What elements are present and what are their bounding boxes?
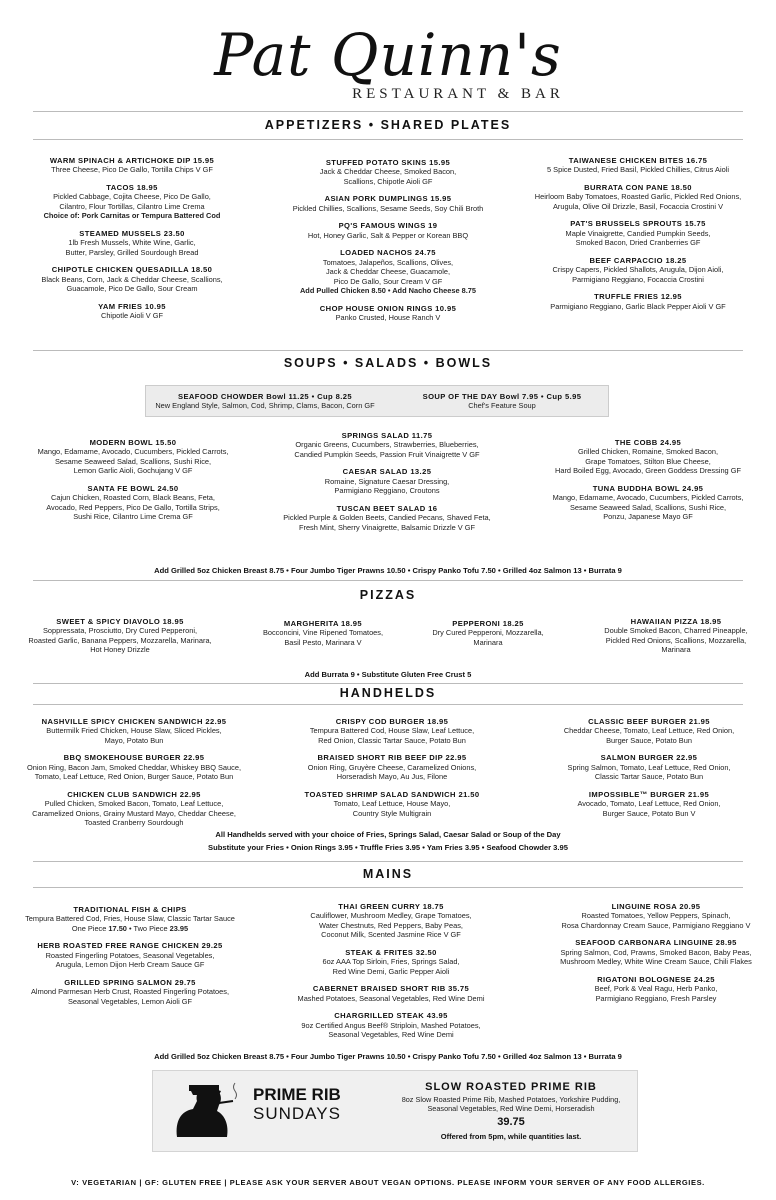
- item-desc: Seasonal Vegetables, Lemon Aioli GF: [67, 996, 193, 1006]
- menu-item: [270, 221, 506, 240]
- item-name: SALMON BURGER 22.95: [600, 753, 698, 763]
- item-desc: Roasted Garlic, Banana Peppers, Mozzarella, Marinara,: [28, 635, 212, 645]
- item-desc: Lemon Garlic Aioli, Gochujang V GF: [73, 466, 193, 476]
- item-desc: Tomatoes, Jalapeños, Scallions, Olives,: [322, 257, 454, 267]
- item-desc: Almond Parmesan Herb Crust, Roasted Fingerling Potatoes,: [31, 987, 229, 997]
- item-desc: Red Wine Demi, Garlic Pepper Aioli: [332, 966, 450, 976]
- item-name: STUFFED POTATO SKINS 15.95: [325, 158, 451, 167]
- item-desc: Ponzu, Japanese Mayo GF: [603, 512, 693, 522]
- item-name: CHARGRILLED STEAK 43.95: [334, 1011, 448, 1021]
- item-name: SPRINGS SALAD 11.75: [341, 431, 433, 440]
- item-name: TRUFFLE FRIES 12.95: [594, 292, 682, 302]
- logo-script: Pat Quinn's: [214, 21, 562, 89]
- item-name: THAI GREEN CURRY 18.75: [338, 902, 444, 911]
- item-name: PQ'S FAMOUS WINGS 19: [338, 221, 438, 231]
- prime-title-2: SUNDAYS: [253, 1104, 341, 1123]
- menu-item: [270, 304, 506, 323]
- item-desc: Roasted Tomatoes, Yellow Peppers, Spinach,: [581, 911, 731, 921]
- menu-item: [578, 617, 774, 655]
- salads-col-2: [262, 431, 512, 540]
- item-desc: Roasted Fingerling Potatoes, Seasonal Vegetables,: [45, 950, 215, 960]
- menu-item: [10, 941, 250, 969]
- item-desc: Arugula, Olive Oil Drizzle, Basil, Focaccia Crostini V: [552, 201, 724, 211]
- pizza-addons: Add Burrata 9 • Substitute Gluten Free Crust 5: [304, 670, 472, 679]
- item-desc: Mango, Edamame, Avocado, Cucumbers, Pickled Carrots,: [552, 493, 744, 503]
- pizza-col-3: [412, 619, 564, 655]
- prime-desc-line: Seasonal Vegetables, Red Wine Demi, Horseradish: [427, 1104, 595, 1114]
- smoking-man-icon: [167, 1081, 245, 1141]
- item-desc: Parmigiano Reggiano, Croutons: [334, 486, 440, 496]
- item-desc: Buttermilk Fried Chicken, House Slaw, Sliced Pickles,: [46, 726, 222, 736]
- menu-item: [262, 504, 512, 532]
- item-extra-part: One Piece: [71, 923, 109, 933]
- item-name: TRADITIONAL FISH & CHIPS: [73, 905, 187, 914]
- item-desc: Chipotle Aioli V GF: [100, 311, 164, 321]
- item-desc: Jack & Cheddar Cheese, Guacamole,: [325, 267, 451, 277]
- item-name: BBQ SMOKEHOUSE BURGER 22.95: [63, 753, 205, 763]
- section-title-appetizers: APPETIZERS • SHARED PLATES: [264, 118, 512, 132]
- menu-item: [272, 902, 510, 940]
- prime-desc-line: 8oz Slow Roasted Prime Rib, Mashed Potatoes, Yorkshire Pudding,: [401, 1095, 621, 1104]
- item-name: LOADED NACHOS 24.75: [340, 248, 436, 258]
- menu-item: [536, 753, 762, 781]
- salad-addons: Add Grilled 5oz Chicken Breast 8.75 • Four Jumbo Tiger Prawns 10.50 • Crispy Panko Tofu 7.50 • Grilled 4oz Salmon 13 • Burrata 9: [154, 566, 622, 575]
- menu-item: [520, 156, 756, 175]
- item-name: TUNA BUDDHA BOWL 24.95: [592, 483, 704, 493]
- menu-item: [530, 484, 766, 522]
- item-desc: Scallions, Chipotle Aioli GF: [343, 176, 433, 186]
- item-desc: Pickled Chillies, Scallions, Sesame Seeds, Soy Chili Broth: [292, 203, 484, 213]
- item-desc: Mushroom Medley, White Wine Cream Sauce, Chili Flakes: [560, 957, 752, 967]
- item-name: HERB ROASTED FREE RANGE CHICKEN 29.25: [37, 941, 223, 951]
- item-desc: Arugula, Lemon Dijon Herb Cream Sauce GF: [55, 960, 205, 970]
- handhelds-col-2: [276, 717, 508, 826]
- item-desc: 1lb Fresh Mussels, White Wine, Garlic,: [68, 238, 196, 248]
- menu-item: [272, 948, 510, 976]
- item-name: ASIAN PORK DUMPLINGS 15.95: [324, 194, 452, 204]
- menu-item: [536, 975, 776, 1003]
- item-desc: Organic Greens, Cucumbers, Strawberries, Blueberries,: [295, 440, 479, 450]
- item-desc: Hot, Honey Garlic, Salt & Pepper or Korean BBQ: [307, 230, 469, 240]
- item-extra: Add Pulled Chicken 8.50 • Add Nacho Cheese 8.75: [299, 286, 477, 296]
- menu-item: [530, 438, 766, 476]
- menu-item: [10, 978, 250, 1006]
- divider: [33, 887, 743, 888]
- menu-item: [22, 183, 242, 221]
- item-name: CLASSIC BEEF BURGER 21.95: [588, 717, 710, 726]
- soup-feature-box: [145, 385, 609, 417]
- item-desc: Parmigiano Reggiano, Focaccia Crostini: [572, 274, 704, 284]
- item-desc: Parmigiano Reggiano, Garlic Black Pepper Aioli V GF: [550, 301, 726, 311]
- item-desc: Tempura Battered Cod, House Slaw, Leaf Lettuce,: [309, 726, 475, 736]
- menu-item: [20, 438, 246, 476]
- item-name: BURRATA CON PANE 18.50: [584, 182, 692, 192]
- item-desc: Spring Salmon, Cod, Prawns, Smoked Bacon, Baby Peas,: [560, 947, 752, 957]
- item-desc: Onion Ring, Bacon Jam, Smoked Cheddar, Whiskey BBQ Sauce,: [26, 762, 242, 772]
- soup-of-the-day: [396, 392, 608, 411]
- menu-item: [270, 158, 506, 186]
- item-name: CHIPOTLE CHICKEN QUESADILLA 18.50: [51, 265, 213, 275]
- item-desc: Fresh Mint, Sherry Vinaigrette, Balsamic Drizzle V GF: [298, 522, 476, 532]
- menu-item: [536, 938, 776, 966]
- item-desc: Horseradish Mayo, Au Jus, Filone: [336, 772, 448, 782]
- salads-col-3: [530, 438, 766, 530]
- item-desc: Marinara: [473, 637, 503, 647]
- item-name: SANTA FE BOWL 24.50: [87, 483, 179, 493]
- menu-item: [270, 248, 506, 295]
- menu-item: [10, 617, 230, 655]
- item-extra: [10, 924, 250, 933]
- prime-rib-feature: [152, 1070, 638, 1152]
- item-desc: Seasonal Vegetables, Red Wine Demi: [328, 1030, 454, 1040]
- menu-item: [22, 302, 242, 321]
- item-desc: Bocconcini, Vine Ripened Tomatoes,: [262, 628, 384, 638]
- item-desc: Dry Cured Pepperoni, Mozzarella,: [432, 628, 544, 638]
- divider: [33, 580, 743, 581]
- item-name: PEPPERONI 18.25: [452, 619, 524, 628]
- seafood-chowder: [146, 392, 384, 411]
- item-name: BEEF CARPACCIO 18.25: [589, 255, 687, 265]
- mains-col-3: [536, 902, 776, 1011]
- item-name: THE COBB 24.95: [614, 438, 682, 447]
- item-extra: Choice of: Pork Carnitas or Tempura Battered Cod: [43, 211, 221, 221]
- item-desc: Pickled Purple & Golden Beets, Candied Pecans, Shaved Feta,: [283, 513, 491, 523]
- item-extra-part: • Two Piece: [126, 923, 170, 933]
- menu-item: [520, 219, 756, 247]
- menu-item: [412, 619, 564, 647]
- item-desc: 5 Spice Dusted, Fried Basil, Pickled Chillies, Citrus Aioli: [547, 165, 729, 175]
- menu-item: [22, 229, 242, 257]
- item-desc: Avocado, Tomato, Leaf Lettuce, Red Onion,: [577, 799, 721, 809]
- divider: [33, 350, 743, 351]
- mains-addons: Add Grilled 5oz Chicken Breast 8.75 • Four Jumbo Tiger Prawns 10.50 • Crispy Panko Tofu 7.50 • Grilled 4oz Salmon 13 • Burrata 9: [154, 1052, 622, 1061]
- item-desc: Parmigiano Reggiano, Fresh Parsley: [595, 993, 717, 1003]
- item-desc: Spring Salmon, Tomato, Leaf Lettuce, Red Onion,: [567, 762, 731, 772]
- item-name: RIGATONI BOLOGNESE 24.25: [597, 974, 715, 984]
- handheld-note-1: All Handhelds served with your choice of Fries, Springs Salad, Caesar Salad or Soup of the Day: [215, 830, 561, 839]
- item-desc: Jack & Cheddar Cheese, Smoked Bacon,: [319, 167, 457, 177]
- prime-offer: Offered from 5pm, while quantities last.: [440, 1132, 582, 1142]
- item-desc: Mayo, Potato Bun: [104, 735, 164, 745]
- item-desc: 9oz Certified Angus Beef® Striploin, Mashed Potatoes,: [301, 1020, 481, 1030]
- item-name: TOASTED SHRIMP SALAD SANDWICH 21.50: [304, 789, 480, 799]
- menu-item: [272, 984, 510, 1003]
- restaurant-logo: [0, 21, 776, 103]
- section-title-handhelds: HANDHELDS: [339, 686, 437, 700]
- item-name: CAESAR SALAD 13.25: [342, 467, 432, 477]
- divider: [33, 111, 743, 112]
- appetizers-col-2: [270, 158, 506, 331]
- divider: [33, 704, 743, 705]
- item-name: PAT'S BRUSSELS SPROUTS 15.75: [570, 219, 706, 229]
- item-desc: Pulled Chicken, Smoked Bacon, Tomato, Leaf Lettuce,: [44, 799, 224, 809]
- menu-item: [520, 256, 756, 284]
- item-desc: Sushi Rice, Cilantro Lime Crema GF: [73, 512, 193, 522]
- item-name: SWEET & SPICY DIAVOLO 18.95: [56, 617, 184, 626]
- prime-right-title: SLOW ROASTED PRIME RIB: [425, 1081, 597, 1093]
- pizza-col-4: [578, 617, 774, 663]
- item-desc: Cilantro, Flour Tortillas, Cilantro Lime Crema: [59, 201, 205, 211]
- item-name: STEAMED MUSSELS 23.50: [79, 228, 185, 238]
- item-desc: Basil Pesto, Marinara V: [284, 637, 362, 647]
- item-desc: Mango, Edamame, Avocado, Cucumbers, Pickled Carrots,: [37, 447, 229, 457]
- item-extra-part: 23.95: [169, 923, 189, 933]
- item-desc: Cauliflower, Mushroom Medley, Grape Tomatoes,: [310, 911, 472, 921]
- item-name: NASHVILLE SPICY CHICKEN SANDWICH 22.95: [41, 717, 227, 726]
- menu-item: [22, 265, 242, 293]
- item-name: CHICKEN CLUB SANDWICH 22.95: [67, 789, 201, 799]
- menu-item: [248, 619, 398, 647]
- item-desc: Red Onion, Classic Tartar Sauce, Potato Bun: [318, 735, 466, 745]
- prime-title-1: PRIME RIB: [253, 1085, 341, 1104]
- item-name: CRISPY COD BURGER 18.95: [335, 717, 449, 726]
- item-desc: Hard Boiled Egg, Avocado, Green Goddess Dressing GF: [555, 466, 741, 476]
- item-desc: Three Cheese, Pico De Gallo, Tortilla Chips V GF: [51, 165, 213, 175]
- item-name: HAWAIIAN PIZZA 18.95: [630, 617, 722, 626]
- divider: [33, 683, 743, 684]
- menu-item: [536, 717, 762, 745]
- handheld-note-2: Substitute your Fries • Onion Rings 3.95 • Truffle Fries 3.95 • Yam Fries 3.95 • Seafood Chowder 3.95: [208, 843, 568, 852]
- section-title-mains: MAINS: [362, 867, 414, 881]
- menu-item: [272, 1011, 510, 1039]
- item-name: TAIWANESE CHICKEN BITES 16.75: [568, 156, 708, 165]
- item-desc: Toasted Cranberry Sourdough: [84, 818, 184, 828]
- item-desc: Water Chestnuts, Red Peppers, Baby Peas,: [319, 920, 463, 930]
- item-desc: Grilled Chicken, Romaine, Smoked Bacon,: [577, 447, 719, 457]
- menu-item: [14, 790, 254, 828]
- item-name: WARM SPINACH & ARTICHOKE DIP 15.95: [49, 156, 215, 165]
- item-name: SOUP OF THE DAY Bowl 7.95 • Cup 5.95: [422, 392, 582, 401]
- pizza-col-1: [10, 617, 230, 663]
- item-desc: Rosa Chardonnay Cream Sauce, Parmigiano Reggiano V: [561, 920, 751, 930]
- menu-item: [10, 905, 250, 933]
- section-title-pizzas: PIZZAS: [359, 588, 417, 602]
- item-desc: Heirloom Baby Tomatoes, Roasted Garlic, Pickled Red Onions,: [534, 192, 742, 202]
- item-desc: Chef's Feature Soup: [468, 401, 536, 411]
- item-desc: Butter, Parsley, Grilled Sourdough Bread: [65, 247, 199, 257]
- item-desc: Cajun Chicken, Roasted Corn, Black Beans, Feta,: [51, 493, 215, 503]
- item-desc: Burger Sauce, Potato Bun: [606, 735, 692, 745]
- item-name: SEAFOOD CARBONARA LINGUINE 28.95: [575, 938, 737, 948]
- item-extra-part: 17.50: [108, 923, 127, 933]
- mains-col-2: [272, 902, 510, 1048]
- menu-item: [14, 717, 254, 745]
- menu-item: [270, 194, 506, 213]
- item-name: MARGHERITA 18.95: [283, 619, 363, 628]
- divider: [33, 139, 743, 140]
- item-desc: Soppressata, Prosciutto, Dry Cured Pepperoni,: [42, 626, 198, 636]
- item-name: CABERNET BRAISED SHORT RIB 35.75: [312, 984, 470, 994]
- appetizers-col-3: [520, 156, 756, 319]
- item-desc: Pico De Gallo, Sour Cream V GF: [333, 276, 443, 286]
- salads-col-1: [20, 438, 246, 530]
- item-name: BRAISED SHORT RIB BEEF DIP 22.95: [317, 753, 467, 763]
- logo-subtitle: RESTAURANT & BAR: [352, 86, 564, 102]
- menu-item: [276, 753, 508, 781]
- menu-item: [276, 790, 508, 818]
- item-name: LINGUINE ROSA 20.95: [611, 902, 701, 911]
- item-desc: Hot Honey Drizzle: [90, 645, 150, 655]
- item-desc: Pickled Cabbage, Cojita Cheese, Pico De Gallo,: [53, 192, 211, 202]
- item-name: IMPOSSIBLE™ BURGER 21.95: [588, 789, 710, 799]
- item-name: CHOP HOUSE ONION RINGS 10.95: [319, 303, 457, 313]
- menu-item: [276, 717, 508, 745]
- handhelds-col-1: [14, 717, 254, 836]
- item-desc: Sesame Seaweed Salad, Scallions, Sushi Rice,: [54, 456, 212, 466]
- prime-price: 39.75: [497, 1116, 525, 1129]
- item-desc: Caramelized Onions, Grainy Mustard Mayo, Cheddar Cheese,: [32, 808, 236, 818]
- item-desc: Romaine, Signature Caesar Dressing,: [324, 476, 450, 486]
- item-desc: Pickled Red Onions, Scallions, Mozzarella,: [605, 635, 747, 645]
- item-desc: Black Beans, Corn, Jack & Cheddar Cheese, Scallions,: [41, 274, 223, 284]
- item-desc: 6oz AAA Top Sirloin, Fries, Springs Salad,: [322, 957, 460, 967]
- item-desc: Sesame Seaweed Salad, Scallions, Sushi Rice,: [569, 502, 727, 512]
- item-desc: Cheddar Cheese, Tomato, Leaf Lettuce, Red Onion,: [563, 726, 735, 736]
- menu-item: [262, 467, 512, 495]
- item-desc: Avocado, Red Peppers, Pico De Gallo, Tortilla Strips,: [46, 502, 220, 512]
- menu-item: [14, 753, 254, 781]
- item-name: STEAK & FRITES 32.50: [345, 947, 437, 957]
- item-desc: Onion Ring, Gruyère Cheese, Caramelized Onions,: [307, 762, 477, 772]
- item-desc: Country Style Multigrain: [352, 808, 432, 818]
- item-desc: Crispy Capers, Pickled Shallots, Arugula, Dijon Aioli,: [552, 265, 724, 275]
- mains-col-1: [10, 905, 250, 1014]
- menu-item: [520, 183, 756, 211]
- divider: [33, 861, 743, 862]
- item-name: MODERN BOWL 15.50: [89, 438, 177, 447]
- item-desc: Marinara: [661, 645, 691, 655]
- menu-item: [262, 431, 512, 459]
- item-desc: Coconut Milk, Scented Jasmine Rice V GF: [321, 930, 461, 940]
- item-desc: Burger Sauce, Potato Bun V: [602, 808, 696, 818]
- item-name: SEAFOOD CHOWDER Bowl 11.25 • Cup 8.25: [177, 392, 352, 401]
- footer-legend: V: VEGETARIAN | GF: GLUTEN FREE | PLEASE ASK YOUR SERVER ABOUT VEGAN OPTIONS. PLEASE INFORM YOUR SERVER OF ANY FOOD ALLERGIES.: [71, 1178, 705, 1187]
- item-desc: Guacamole, Pico De Gallo, Sour Cream: [66, 284, 198, 294]
- item-desc: Tomato, Leaf Lettuce, House Mayo,: [333, 799, 451, 809]
- item-desc: Tempura Battered Cod, Fries, House Slaw, Classic Tartar Sauce: [25, 914, 235, 924]
- item-desc: Panko Crusted, House Ranch V: [335, 313, 441, 323]
- item-name: YAM FRIES 10.95: [98, 301, 166, 311]
- pizza-col-2: [248, 619, 398, 655]
- menu-item: [20, 484, 246, 522]
- item-desc: Double Smoked Bacon, Charred Pineapple,: [604, 626, 748, 636]
- item-desc: Candied Pumpkin Seeds, Passion Fruit Vinaigrette V GF: [294, 449, 480, 459]
- item-desc: Mashed Potatoes, Seasonal Vegetables, Red Wine Demi: [297, 993, 485, 1003]
- appetizers-col-1: [22, 156, 242, 329]
- item-name: TACOS 18.95: [106, 182, 158, 192]
- item-desc: Tomato, Leaf Lettuce, Red Onion, Burger Sauce, Potato Bun: [34, 772, 234, 782]
- menu-item: [536, 902, 776, 930]
- item-name: TUSCAN BEET SALAD 16: [336, 503, 438, 513]
- menu-item: [520, 292, 756, 311]
- section-title-soups: SOUPS • SALADS • BOWLS: [283, 356, 493, 370]
- item-desc: Beef, Pork & Veal Ragu, Herb Panko,: [594, 984, 718, 994]
- handhelds-col-3: [536, 717, 762, 826]
- menu-item: [22, 156, 242, 175]
- item-desc: Maple Vinaigrette, Candied Pumpkin Seeds,: [565, 228, 711, 238]
- item-desc: Classic Tartar Sauce, Potato Bun: [594, 772, 704, 782]
- item-name: GRILLED SPRING SALMON 29.75: [64, 977, 196, 987]
- item-desc: Smoked Bacon, Dried Cranberries GF: [575, 238, 701, 248]
- menu-item: [536, 790, 762, 818]
- item-desc: New England Style, Salmon, Cod, Shrimp, Clams, Bacon, Corn GF: [155, 401, 375, 411]
- item-desc: Grape Tomatoes, Stilton Blue Cheese,: [585, 456, 711, 466]
- prime-details: [389, 1081, 633, 1141]
